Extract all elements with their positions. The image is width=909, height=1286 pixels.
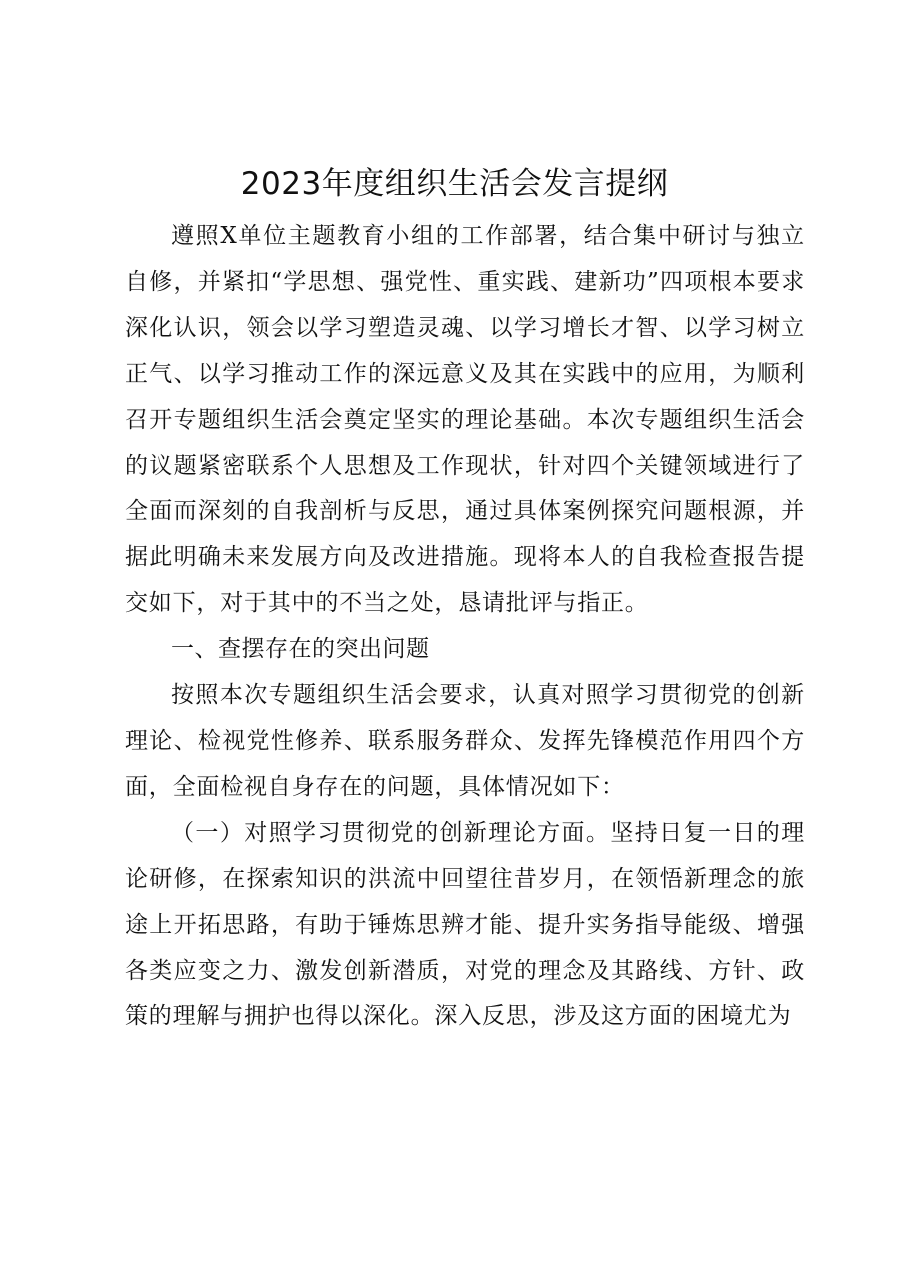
item-1-text: 坚持日复一日的理论研修，在探索知识的洪流中回望往昔岁月，在领悟新理念的旅途上开拓思路，有助于锤炼思辨才能、提升实务指导能级、增强各类应变之力、激发创新潜质，对党的理念及其路线、方针、政策的理解与拥护也得以深化。深入反思，涉及这方面的困境尤为 [125, 819, 805, 1030]
item-1-heading: （一）对照学习贯彻党的创新理论方面。 [171, 819, 611, 846]
intro-paragraph: 遵照X单位主题教育小组的工作部署，结合集中研讨与独立自修，并紧扣“学思想、强党性、重实践、建新功”四项根本要求深化认识，领会以学习塑造灵魂、以学习增长才智、以学习树立正气、以学习推动工作的深远意义及其在实践中的应用，为顺利召开专题组织生活会奠定坚实的理论基础。本次专题组织生活会的议题紧密联系个人思想及工作现状，针对四个关键领域进行了全面而深刻的自我剖析与反思，通过具体案例探究问题根源，并据此明确未来发展方向及改进措施。现将本人的自我检查报告提交如下，对于其中的不当之处，恳请批评与指正。 [125, 223, 805, 617]
section-1-paragraph: 按照本次专题组织生活会要求，认真对照学习贯彻党的创新理论、检视党性修养、联系服务群众、发挥先锋模范作用四个方面，全面检视自身存在的问题，具体情况如下： [125, 682, 805, 800]
section-1-item-1-paragraph [125, 811, 805, 1041]
document-body [125, 214, 805, 1040]
section-heading-1: 一、查摆存在的突出问题 [171, 636, 430, 663]
document-title: 2023年度组织生活会发言提纲 [240, 166, 669, 202]
